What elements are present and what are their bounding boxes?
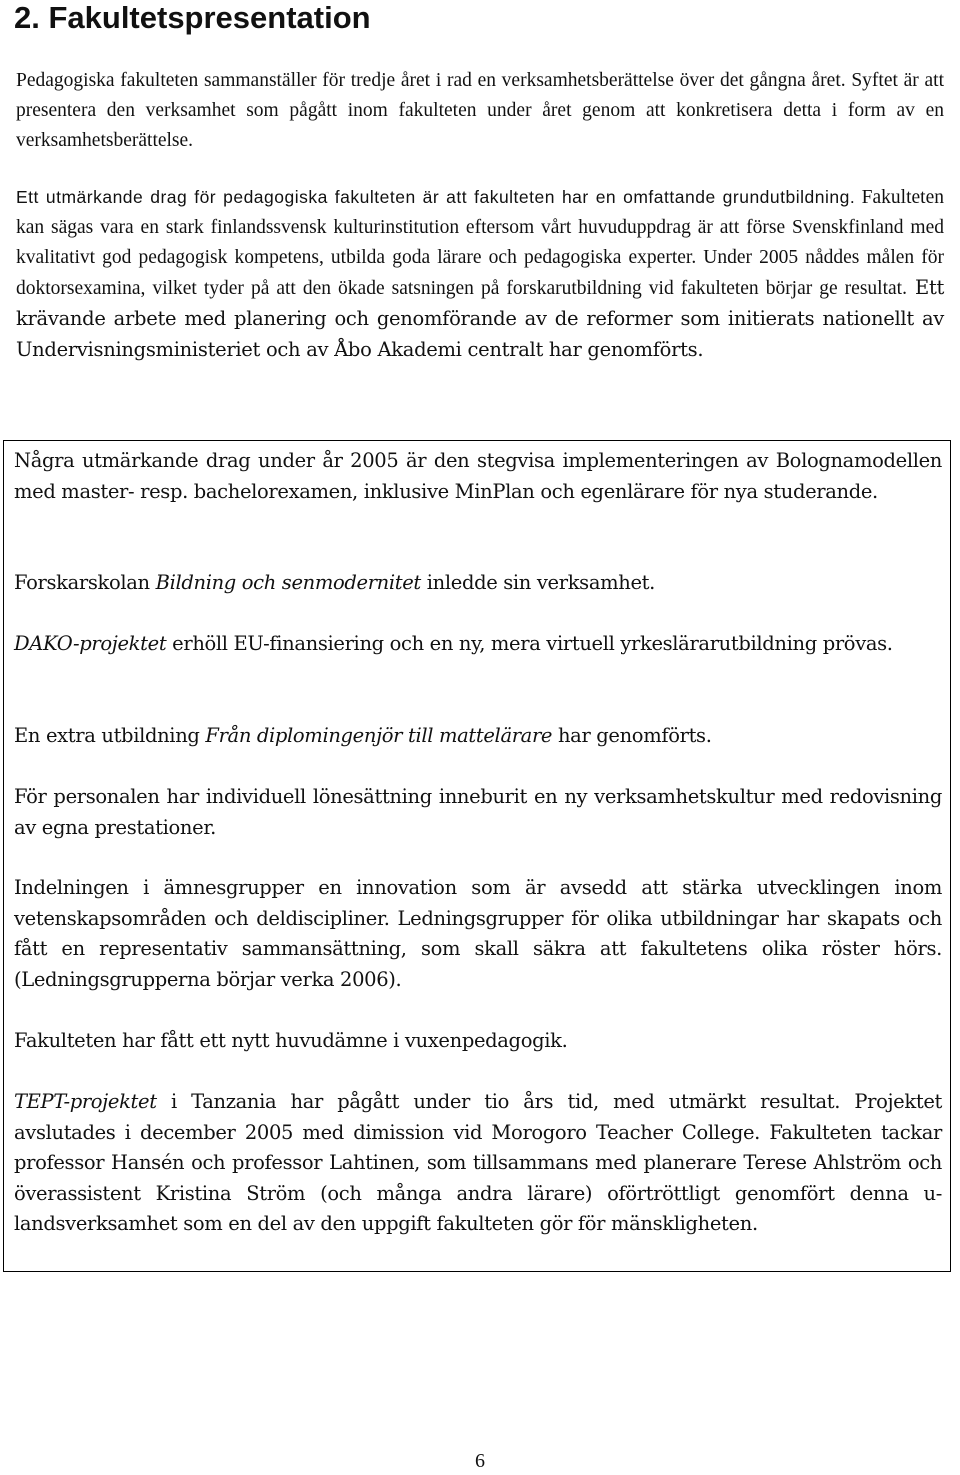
highlight-tept-title: TEPT-projektet — [14, 1090, 157, 1113]
section-heading: 2. Fakultetspresentation — [14, 0, 371, 35]
highlight-dako — [14, 629, 942, 660]
highlight-tept-text: i Tanzania har pågått under tio års tid, med utmärkt resultat. Projektet avslutades i december 2005 med dimission vid Morogoro Teacher College. Fakulteten tackar professor Hansén och professor Lahtinen, som tillsammans med planerare Terese Ahlström och överassistent Kristina Ström (och många andra lärare) oförtröttligt genomfört denna u-landsverksamhet som en del av den uppgift fakulteten gör för mänskligheten. — [14, 1090, 942, 1235]
highlight-forskarskolan-pre: Forskarskolan — [14, 571, 156, 594]
highlight-vuxenpedagogik: Fakulteten har fått ett nytt huvudämne i vuxenpedagogik. — [14, 1029, 568, 1052]
highlight-dako-title: DAKO-projektet — [14, 632, 167, 655]
intro-paragraph-2-part-c: Ett krävande arbete med planering och genomförande av de reformer som initierats nationellt av Undervisningsministeriet och av Åbo Akademi centralt har genomförts. — [16, 276, 945, 361]
highlight-tept — [14, 1087, 942, 1240]
highlight-extra-post: har genomförts. — [552, 724, 712, 747]
highlight-extra-utbildning — [14, 721, 942, 752]
highlight-forskarskolan — [14, 568, 942, 599]
highlight-personal: För personalen har individuell lönesättning inneburit en ny verksamhetskultur med redovisning av egna prestationer. — [14, 785, 942, 839]
highlight-forskarskolan-post: inledde sin verksamhet. — [420, 571, 655, 594]
page-number: 6 — [475, 1450, 485, 1472]
highlight-forskarskolan-title: Bildning och senmodernitet — [155, 571, 421, 594]
highlight-bologna: Några utmärkande drag under år 2005 är den stegvisa implementeringen av Bolognamodellen med master- resp. bachelorexamen, inklusive MinPlan och egenlärare för nya studerande. — [14, 449, 942, 503]
intro-paragraph-1: Pedagogiska fakulteten sammanställer för tredje året i rad en verksamhetsberättelse över det gångna året. Syftet är att presentera den verksamhet som pågått inom fakulteten under året genom att konkretisera detta i form av en verksamhetsberättelse. — [16, 70, 944, 151]
highlight-amnesgrupper: Indelningen i ämnesgrupper en innovation som är avsedd att stärka utvecklingen inom vetenskapsområden och deldiscipliner. Ledningsgrupper för olika utbildningar har skapats och fått en representativ sammansättning, som skall säkra att fakultetens olika röster hörs. (Ledningsgrupperna börjar verka 2006). — [14, 876, 942, 991]
highlight-extra-pre: En extra utbildning — [14, 724, 206, 747]
highlight-dako-text: erhöll EU-finansiering och en ny, mera virtuell yrkeslärarutbildning prövas. — [166, 632, 893, 655]
intro-paragraph-2-part-b: Fakulteten kan sägas vara en stark finlandssvensk kulturinstitution eftersom vårt huvuduppdrag är att förse Svenskfinland med kvalitativt god pedagogisk kompetens, utbilda goda lärare och pedagogiska experter. Under 2005 nåddes målen för doktorsexamina, vilket tyder på att den ökade satsningen på forskarutbildning vid fakulteten börjar ge resultat. — [16, 187, 944, 299]
intro-paragraph-2 — [16, 182, 944, 366]
intro-paragraph-2-part-a: Ett utmärkande drag för pedagogiska fakulteten är att fakulteten har en omfattande grundutbildning. — [16, 187, 856, 207]
highlight-extra-title: Från diplomingenjör till mattelärare — [205, 724, 553, 747]
